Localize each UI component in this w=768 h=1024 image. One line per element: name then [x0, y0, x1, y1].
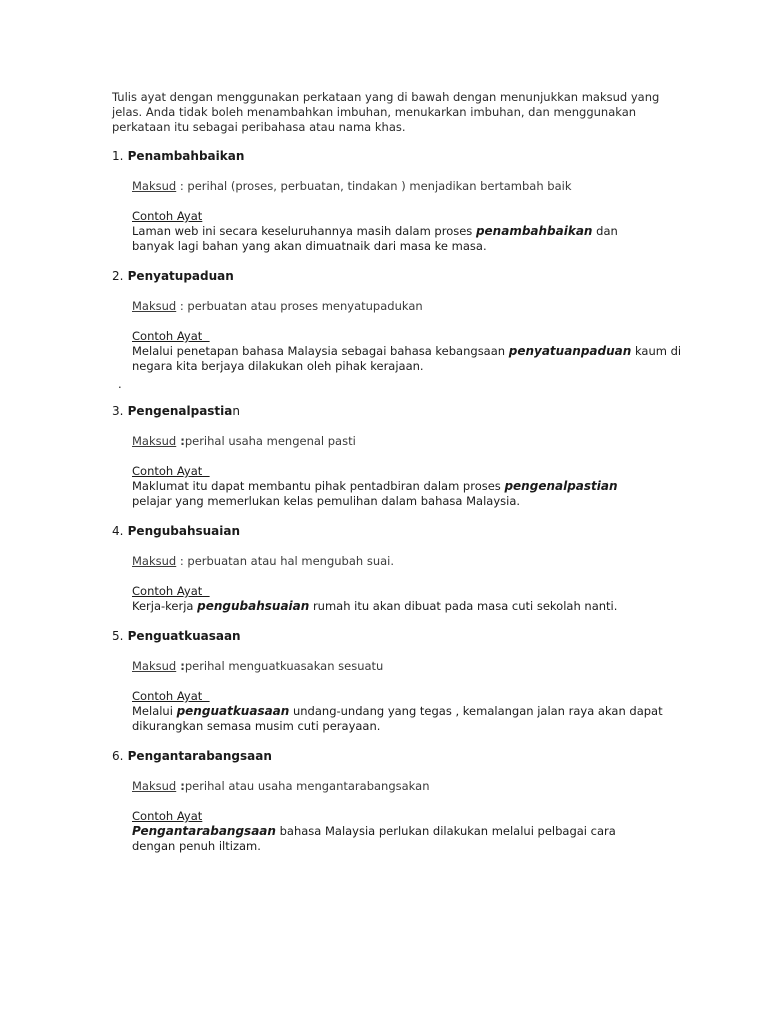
- entry-word: Pengubahsuaian: [127, 524, 241, 538]
- example-text: rumah itu akan dibuat pada masa cuti sekolah nanti.: [309, 599, 618, 613]
- word-entry-4: [112, 524, 672, 614]
- entry-word-tail: n: [232, 404, 240, 418]
- entry-word: Penambahbaikan: [127, 149, 245, 163]
- example-line: [132, 824, 672, 839]
- maksud-text: perihal menguatkuasakan sesuatu: [184, 659, 384, 673]
- maksud-text: perbuatan atau hal mengubah suai.: [187, 554, 395, 568]
- entry-heading: [112, 404, 672, 419]
- entry-word: Pengantarabangsaan: [127, 749, 272, 763]
- maksud-separator: :: [176, 779, 185, 793]
- example-text: Melalui: [132, 704, 177, 718]
- example-keyword: penguatkuasaan: [176, 704, 290, 718]
- instructions-line: perkataan itu sebagai peribahasa atau nama khas.: [112, 120, 406, 134]
- word-entry-6: [112, 749, 672, 854]
- maksud-separator: :: [176, 434, 185, 448]
- entry-number: 3.: [112, 404, 124, 418]
- maksud-label: Maksud: [132, 179, 177, 193]
- maksud-separator: :: [176, 659, 185, 673]
- example-text: Kerja-kerja: [132, 599, 198, 613]
- instructions-line: jelas. Anda tidak boleh menambahkan imbuhan, menukarkan imbuhan, dan menggunakan: [112, 105, 637, 119]
- maksud-line: [132, 554, 672, 569]
- maksud-line: [132, 434, 672, 449]
- entry-number: 6.: [112, 749, 124, 763]
- example-line: [132, 224, 672, 239]
- maksud-label: Maksud: [132, 779, 177, 793]
- example-keyword: penambahbaikan: [475, 224, 593, 238]
- example-text: Melalui penetapan bahasa Malaysia sebagai bahasa kebangsaan: [132, 344, 509, 358]
- entry-heading: [112, 524, 672, 539]
- maksud-separator: :: [176, 179, 188, 193]
- example-label: Contoh Ayat: [132, 584, 210, 598]
- entry-number: 2.: [112, 269, 124, 283]
- example-text: undang-undang yang tegas , kemalangan jalan raya akan dapat: [289, 704, 663, 718]
- maksud-line: [132, 779, 672, 794]
- example-block: [132, 209, 672, 254]
- instructions-line: Tulis ayat dengan menggunakan perkataan yang di bawah dengan menunjukkan maksud yang: [112, 90, 660, 104]
- maksud-line: [132, 179, 672, 194]
- example-label: Contoh Ayat: [132, 689, 210, 703]
- word-entry-3: [112, 404, 672, 509]
- entry-number: 5.: [112, 629, 124, 643]
- maksud-text: perihal atau usaha mengantarabangsakan: [184, 779, 430, 793]
- example-block: [132, 329, 682, 374]
- example-line: negara kita berjaya dilakukan oleh pihak kerajaan.: [132, 359, 424, 373]
- maksud-text: perbuatan atau proses menyatupadukan: [187, 299, 423, 313]
- maksud-text: perihal (proses, perbuatan, tindakan ) menjadikan bertambah baik: [187, 179, 572, 193]
- entry-number: 1.: [112, 149, 124, 163]
- entry-word: Pengenalpastia: [127, 404, 233, 418]
- example-line: banyak lagi bahan yang akan dimuatnaik dari masa ke masa.: [132, 239, 487, 253]
- word-entry-2: [112, 269, 682, 392]
- stray-dot: .: [118, 377, 122, 391]
- example-keyword: Pengantarabangsaan: [132, 824, 276, 838]
- entry-heading: [112, 749, 672, 764]
- example-text: bahasa Malaysia perlukan dilakukan melalui pelbagai cara: [275, 824, 616, 838]
- entry-heading: [112, 149, 672, 164]
- example-block: [132, 809, 672, 854]
- maksud-label: Maksud: [132, 659, 177, 673]
- word-entry-1: [112, 149, 672, 254]
- example-label: Contoh Ayat: [132, 464, 210, 478]
- example-label: Contoh Ayat: [132, 209, 203, 223]
- example-line: dengan penuh iltizam.: [132, 839, 261, 853]
- example-keyword: pengubahsuaian: [197, 599, 310, 613]
- example-line: pelajar yang memerlukan kelas pemulihan dalam bahasa Malaysia.: [132, 494, 521, 508]
- entry-word: Penguatkuasaan: [127, 629, 241, 643]
- document-page: [112, 90, 682, 869]
- example-keyword: penyatuanpaduan: [508, 344, 632, 358]
- example-text: Laman web ini secara keseluruhannya masih dalam proses: [132, 224, 476, 238]
- entry-number: 4.: [112, 524, 124, 538]
- entry-heading: [112, 269, 672, 284]
- maksud-label: Maksud: [132, 299, 177, 313]
- maksud-text: perihal usaha mengenal pasti: [184, 434, 356, 448]
- entry-heading: [112, 629, 672, 644]
- maksud-separator: :: [176, 554, 188, 568]
- example-block: [132, 584, 672, 614]
- word-entry-5: [112, 629, 672, 734]
- maksud-line: [132, 659, 672, 674]
- maksud-label: Maksud: [132, 554, 177, 568]
- example-line: [132, 599, 672, 614]
- example-text: kaum di: [631, 344, 682, 358]
- example-keyword: pengenalpastian: [504, 479, 618, 493]
- example-label: Contoh Ayat: [132, 329, 210, 343]
- maksud-separator: :: [176, 299, 188, 313]
- example-label: Contoh Ayat: [132, 809, 203, 823]
- example-line: [132, 479, 672, 494]
- example-line: dikurangkan semasa musim cuti perayaan.: [132, 719, 381, 733]
- example-line: [132, 344, 682, 359]
- example-block: [132, 689, 672, 734]
- instructions-paragraph: [112, 90, 672, 135]
- maksud-line: [132, 299, 672, 314]
- example-block: [132, 464, 672, 509]
- example-text: dan: [592, 224, 618, 238]
- maksud-label: Maksud: [132, 434, 177, 448]
- example-line: [132, 704, 672, 719]
- entry-word: Penyatupaduan: [127, 269, 234, 283]
- example-text: Maklumat itu dapat membantu pihak pentadbiran dalam proses: [132, 479, 505, 493]
